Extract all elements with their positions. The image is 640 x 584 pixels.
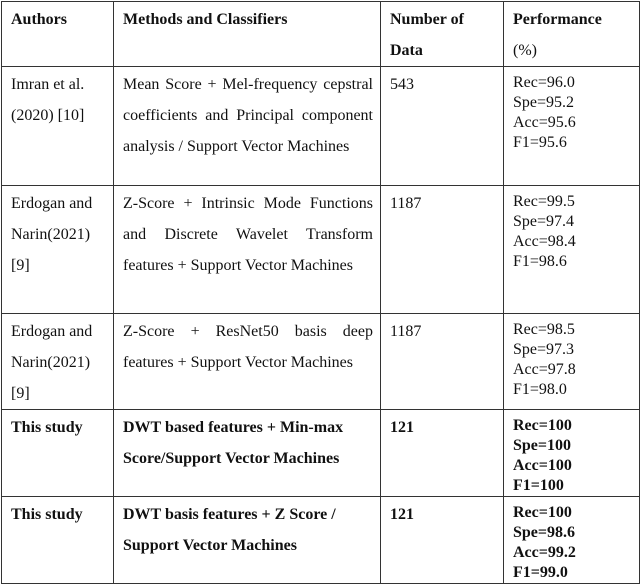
- f1-value: F1=98.0: [513, 381, 567, 398]
- f1-value: F1=98.6: [513, 253, 567, 270]
- table-row-this-study: [2, 497, 640, 584]
- method-cell: DWT based features + Min-max Score/Support Vector Machines: [114, 410, 381, 497]
- data-count-cell: 121: [381, 410, 504, 497]
- method-cell: Mean Score + Mel-frequency cepstral coefficients and Principal component analysis / Support Vector Machines: [114, 67, 381, 186]
- recall-value: Rec=99.5: [513, 193, 575, 210]
- performance-cell: [504, 410, 640, 497]
- performance-cell: [504, 67, 640, 186]
- data-count-cell: 1187: [381, 314, 504, 410]
- accuracy-value: Acc=98.4: [513, 233, 576, 250]
- data-count-cell: 121: [381, 497, 504, 584]
- authors-cell: This study: [2, 497, 114, 584]
- performance-cell: [504, 314, 640, 410]
- performance-cell: [504, 186, 640, 314]
- specificity-value: Spe=97.3: [513, 341, 575, 358]
- recall-value: Rec=96.0: [513, 74, 575, 91]
- accuracy-value: Acc=95.6: [513, 114, 576, 131]
- header-methods: Methods and Classifiers: [114, 2, 381, 67]
- header-performance: Performance (%): [504, 2, 640, 67]
- accuracy-value: Acc=99.2: [513, 544, 576, 561]
- recall-value: Rec=98.5: [513, 321, 575, 338]
- header-row: [2, 2, 640, 67]
- accuracy-value: Acc=100: [513, 457, 572, 474]
- authors-cell: Erdogan and Narin(2021) [9]: [2, 314, 114, 410]
- method-cell: DWT basis features + Z Score / Support Vector Machines: [114, 497, 381, 584]
- table-row: [2, 314, 640, 410]
- authors-cell: Imran et al. (2020) [10]: [2, 67, 114, 186]
- header-authors: Authors: [2, 2, 114, 67]
- table-row: [2, 186, 640, 314]
- recall-value: Rec=100: [513, 417, 572, 434]
- table-row: [2, 67, 640, 186]
- f1-value: F1=100: [513, 477, 564, 494]
- method-cell: Z-Score + Intrinsic Mode Functions and Discrete Wavelet Transform features + Support Vector Machines: [114, 186, 381, 314]
- recall-value: Rec=100: [513, 504, 572, 521]
- specificity-value: Spe=95.2: [513, 94, 575, 111]
- specificity-value: Spe=100: [513, 437, 572, 454]
- authors-cell: This study: [2, 410, 114, 497]
- specificity-value: Spe=97.4: [513, 213, 575, 230]
- table-row-this-study: [2, 410, 640, 497]
- data-count-cell: 1187: [381, 186, 504, 314]
- performance-cell: [504, 497, 640, 584]
- method-cell: Z-Score + ResNet50 basis deep features + Support Vector Machines: [114, 314, 381, 410]
- f1-value: F1=95.6: [513, 134, 567, 151]
- data-count-cell: 543: [381, 67, 504, 186]
- specificity-value: Spe=98.6: [513, 524, 576, 541]
- accuracy-value: Acc=97.8: [513, 361, 576, 378]
- authors-cell: Erdogan and Narin(2021) [9]: [2, 186, 114, 314]
- f1-value: F1=99.0: [513, 564, 568, 581]
- comparison-table: [1, 1, 640, 584]
- header-number-of-data: Number of Data: [381, 2, 504, 67]
